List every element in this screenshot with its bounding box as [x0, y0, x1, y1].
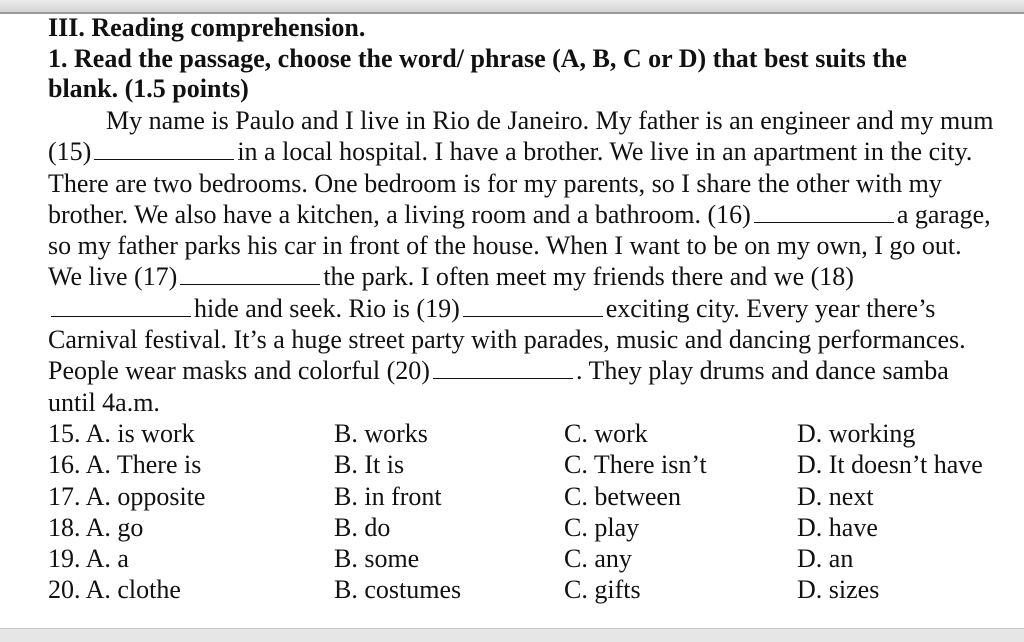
question-16-options: [48, 449, 1008, 480]
question-20-options: [48, 574, 1008, 605]
option-16-b: B. It is: [334, 450, 405, 480]
blank-20: [433, 377, 573, 379]
option-16-d: D. It doesn’t have: [797, 450, 983, 480]
option-16-a: 16. A. There is: [48, 450, 202, 480]
blank-17: [180, 283, 320, 285]
answer-options: [48, 418, 1008, 606]
passage-text-6: exciting city. Every year there’s Carnival festival. It’s a huge street party with parades, music and dancing performances. People wear masks and colorful (20): [48, 293, 966, 386]
blank-19: [463, 315, 603, 317]
option-20-b: B. costumes: [334, 575, 462, 605]
blank-15: [94, 158, 234, 160]
passage-text-4: the park. I often meet my friends there and we (18): [323, 262, 854, 292]
passage-text-2: in a local hospital. I have a brother. We live in an apartment in the city. There are two bedrooms. One bedroom is for my parents, so I share the other with my brother. We also have a kitchen, a living room and a bathroom. (16): [48, 137, 973, 229]
question-19-options: [48, 543, 1008, 574]
worksheet: [48, 13, 1008, 606]
top-border: [0, 0, 1024, 14]
option-19-b: B. some: [334, 544, 420, 574]
option-20-a: 20. A. clothe: [48, 575, 181, 605]
option-20-d: D. sizes: [797, 575, 880, 605]
option-17-a: 17. A. opposite: [48, 481, 206, 511]
blank-16: [754, 221, 894, 223]
instruction-line-1: 1. Read the passage, choose the word/ phrase (A, B, C or D) that best suits the: [48, 44, 907, 73]
option-19-a: 19. A. a: [48, 544, 129, 574]
option-15-c: C. work: [564, 418, 648, 448]
option-16-c: C. There isn’t: [564, 450, 707, 480]
question-17-options: [48, 481, 1008, 512]
option-18-a: 18. A. go: [48, 512, 144, 542]
section-title: III. Reading comprehension.: [48, 13, 366, 42]
option-15-d: D. working: [797, 418, 916, 448]
reading-passage: [48, 105, 998, 418]
option-18-d: D. have: [797, 512, 878, 542]
option-17-b: B. in front: [334, 481, 442, 511]
instruction-line-2: blank. (1.5 points): [48, 74, 249, 103]
option-19-d: D. an: [797, 544, 854, 574]
blank-18: [51, 315, 191, 317]
passage-text-5: hide and seek. Rio is (19): [194, 293, 460, 323]
passage-text-7: . They play drums and dance samba until 4a.m.: [48, 356, 949, 417]
bottom-border: [0, 628, 1024, 642]
question-18-options: [48, 512, 1008, 543]
option-15-b: B. works: [334, 418, 428, 448]
passage-text-3: a garage, so my father parks his car in front of the house. When I want to be on my own, I go out. We live (17): [48, 199, 991, 292]
option-17-c: C. between: [564, 481, 681, 511]
option-19-c: C. any: [564, 544, 632, 574]
option-17-d: D. next: [797, 481, 874, 511]
option-18-c: C. play: [564, 512, 640, 542]
option-15-a: 15. A. is work: [48, 418, 195, 448]
option-18-b: B. do: [334, 512, 391, 542]
option-20-c: C. gifts: [564, 575, 641, 605]
question-15-options: [48, 418, 1008, 449]
instruction: [48, 44, 1008, 104]
passage-text-1: My name is Paulo and I live in Rio de Janeiro. My father is an engineer and my mum (15): [48, 106, 994, 167]
